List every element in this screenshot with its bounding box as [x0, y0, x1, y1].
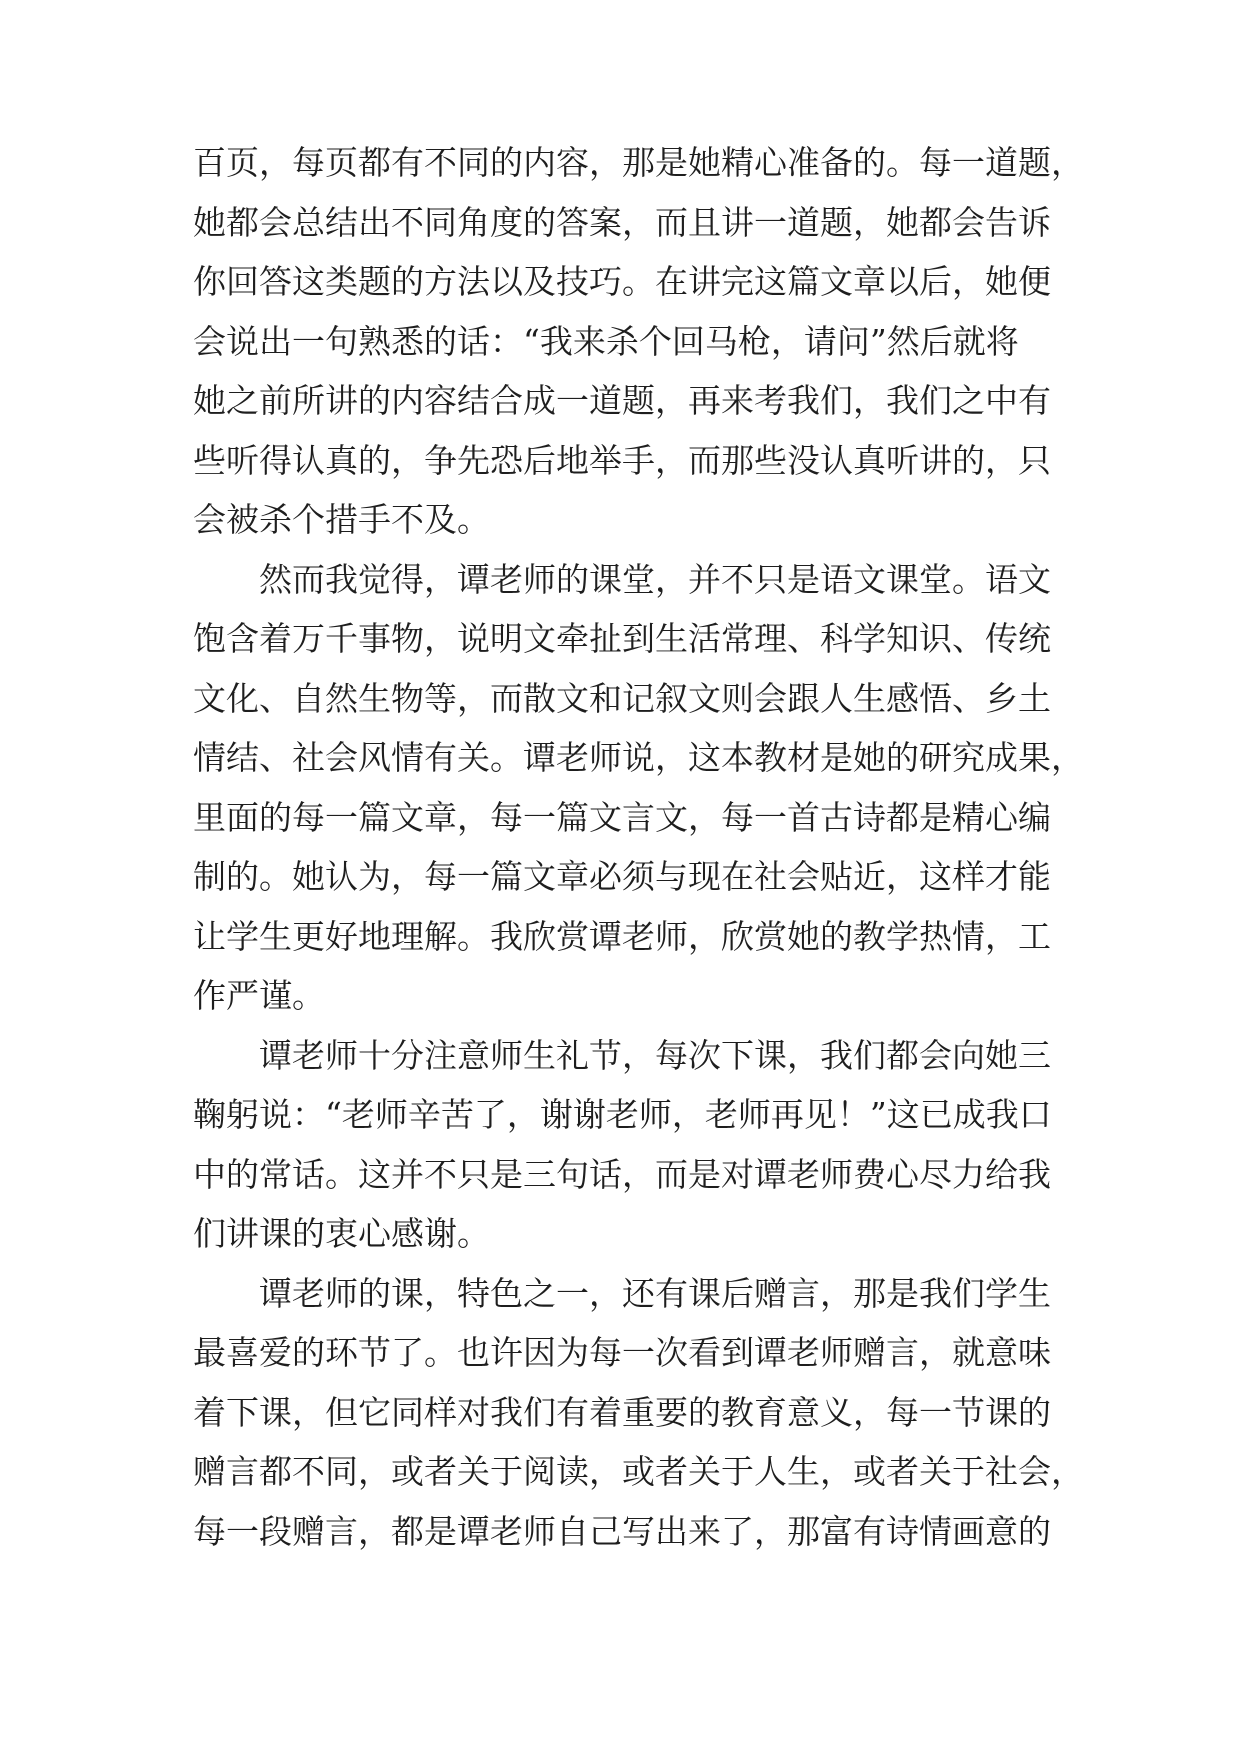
paragraph-2: [193, 550, 1084, 1026]
text-line: 文化、自然生物等，而散文和记叙文则会跟人生感悟、乡土: [193, 678, 1051, 718]
body-text: [193, 133, 1084, 1561]
text-line: 你回答这类题的方法以及技巧。在讲完这篇文章以后，她便: [193, 262, 1051, 301]
paragraph-4: [193, 1264, 1084, 1562]
text-line: 她都会总结出不同角度的答案，而且讲一道题，她都会告诉: [193, 202, 1051, 242]
paragraph-3: [193, 1026, 1053, 1264]
text-line: 谭老师十分注意师生礼节，每次下课，我们都会向她三: [259, 1035, 1051, 1075]
text-line: 中的常话。这并不只是三句话，而是对谭老师费心尽力给我: [193, 1154, 1051, 1194]
text-line: 每一段赠言，都是谭老师自己写出来了，那富有诗情画意的: [193, 1511, 1051, 1551]
paragraph-1: [193, 133, 1084, 550]
text-line: 些听得认真的，争先恐后地举手，而那些没认真听讲的，只: [193, 440, 1051, 480]
text-line: 赠言都不同，或者关于阅读，或者关于人生，或者关于社会，: [193, 1452, 1084, 1491]
text-line: 饱含着万千事物，说明文牵扯到生活常理、科学知识、传统: [193, 619, 1051, 658]
text-line: 会说出一句熟悉的话：“我来杀个回马枪，请问”然后就将: [193, 321, 1019, 361]
text-line: 然而我觉得，谭老师的课堂，并不只是语文课堂。语文: [259, 559, 1051, 599]
text-line: 们讲课的衷心感谢。: [193, 1214, 490, 1253]
text-line: 让学生更好地理解。我欣赏谭老师，欣赏她的教学热情，工: [193, 916, 1051, 956]
text-line: 里面的每一篇文章，每一篇文言文，每一首古诗都是精心编: [193, 797, 1051, 837]
text-line: 情结、社会风情有关。谭老师说，这本教材是她的研究成果，: [193, 738, 1084, 777]
text-line: 百页，每页都有不同的内容，那是她精心准备的。每一道题，: [193, 143, 1084, 182]
text-line: 鞠躬说：“老师辛苦了，谢谢老师，老师再见！”这已成我口: [193, 1095, 1052, 1134]
text-line: 她之前所讲的内容结合成一道题，再来考我们，我们之中有: [193, 381, 1051, 420]
text-line: 制的。她认为，每一篇文章必须与现在社会贴近，这样才能: [193, 857, 1051, 896]
text-line: 最喜爱的环节了。也许因为每一次看到谭老师赠言，就意味: [193, 1333, 1051, 1372]
text-line: 着下课，但它同样对我们有着重要的教育意义，每一节课的: [193, 1392, 1051, 1432]
text-line: 谭老师的课，特色之一，还有课后赠言，那是我们学生: [259, 1273, 1051, 1313]
text-line: 作严谨。: [193, 976, 325, 1015]
text-line: 会被杀个措手不及。: [193, 500, 490, 539]
